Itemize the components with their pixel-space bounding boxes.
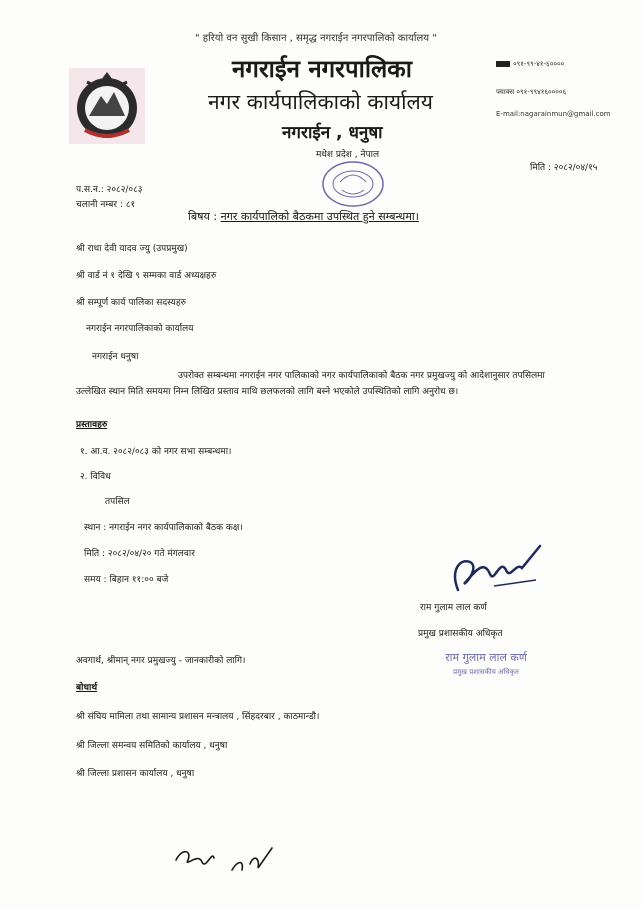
org-name-line1: नगराईन नगरपालिका — [232, 55, 412, 83]
details-heading: तपसिल — [105, 497, 130, 507]
seal-name: राम गुलाम लाल कर्ण — [445, 651, 527, 664]
phone-line — [496, 60, 564, 69]
proposal-2: २. विविध — [80, 472, 111, 482]
meeting-date: मिति : २०८२/०४/२० गते मंगलवार — [84, 549, 195, 559]
org-name-line2: नगर कार्यपालिकाको कार्यालय — [208, 90, 433, 114]
fax-line: फ्याक्स ०९१-९९४१६००००६ — [496, 88, 567, 96]
office-stamp — [320, 158, 386, 210]
letter-date: मिति : २०८२/०४/१५ — [530, 163, 598, 173]
recipient-4: नगराईन नगरपालिकाको कार्यालय — [86, 324, 194, 334]
meeting-time: समय : बिहान ११:०० बजे — [84, 575, 169, 585]
body-paragraph: उपरोक्त सम्बन्धमा नगराईन नगर पालिकाको नगर कार्यपालिकाको बैठक नगर प्रमुखज्यु को आदेशानुसार तपसिलमा उल्लेखित स्थान मिति समयमा निम्न लिखित प्रस्ताव माथि छलफलको लागि बस्ने भएकोले उपस्थितिको लागि अनुरोध छ। — [76, 371, 545, 397]
reference-number: प.स.न.: २०८२/०८३ — [76, 185, 143, 195]
dispatch-number: चलानी नम्बर : ८१ — [76, 200, 136, 210]
recipient-2: श्री वार्ड नं १ देखि ९ सम्मका वार्ड अध्यक्षहरु — [76, 271, 217, 281]
province-text: मधेश प्रदेश , नेपाल — [316, 150, 380, 160]
motto-text: " हरियो वन सुखी किसान , समृद्ध नगराईन नगरपालिको कार्यालय " — [195, 33, 437, 44]
bodharth-heading: बोधार्थ — [76, 683, 98, 693]
seal-title: प्रमुख प्रशासकीय अधिकृत — [453, 668, 519, 676]
proposals-heading: प्रस्तावहरु — [76, 420, 108, 430]
proposal-1: १. आ.व. २०८२/०८३ को नगर सभा सम्बन्धमा। — [80, 447, 232, 457]
bodharth-item-3: श्री जिल्ला प्रशासन कार्यालय , धनुषा — [76, 769, 195, 779]
signatory-title: प्रमुख प्रशासकीय अधिकृत — [418, 629, 503, 639]
recipient-3: श्री सम्पूर्ण कार्य पालिका सदस्यहरु — [76, 298, 187, 308]
nepal-emblem-logo — [67, 66, 147, 146]
recipient-1: श्री राधा देवी यादव ज्यु (उपप्रमुख) — [76, 244, 188, 254]
subject-line — [188, 209, 419, 224]
signatory-name: राम गुलाम लाल कर्ण — [420, 603, 487, 613]
bodharth-item-1: श्री संघिय मामिला तथा सामान्य प्रशासन मन्त्रालय , सिंहदरबार , काठमान्डौ। — [76, 712, 320, 722]
handwritten-signature — [440, 540, 550, 600]
name-seal-stamp — [424, 650, 548, 686]
meeting-venue: स्थान : नगराईन नगर कार्यपालिकाको बैठक कक्ष। — [84, 523, 243, 533]
handwritten-initials — [168, 840, 278, 880]
recipient-5: नगराईन धनुषा — [92, 352, 139, 362]
org-name-line3: नगराईन , धनुषा — [282, 123, 383, 143]
cc-note: अवगार्थ, श्रीमान् नगर प्रमुखज्यु - जानकारीको लागि। — [76, 656, 246, 666]
subject-label: बिषय : — [188, 210, 218, 223]
email-line: E-mail:nagarainmun@gmail.com — [496, 110, 611, 118]
subject-text: नगर कार्यपालिको बैठकमा उपस्थित हुने सम्बन्धमा। — [220, 210, 419, 223]
bodharth-item-2: श्री जिल्ला समन्वय समितिको कार्यालय , धनुषा — [76, 741, 228, 751]
phone-number: ०९१-९९-४१-६०००० — [513, 60, 565, 68]
phone-icon — [496, 61, 510, 67]
